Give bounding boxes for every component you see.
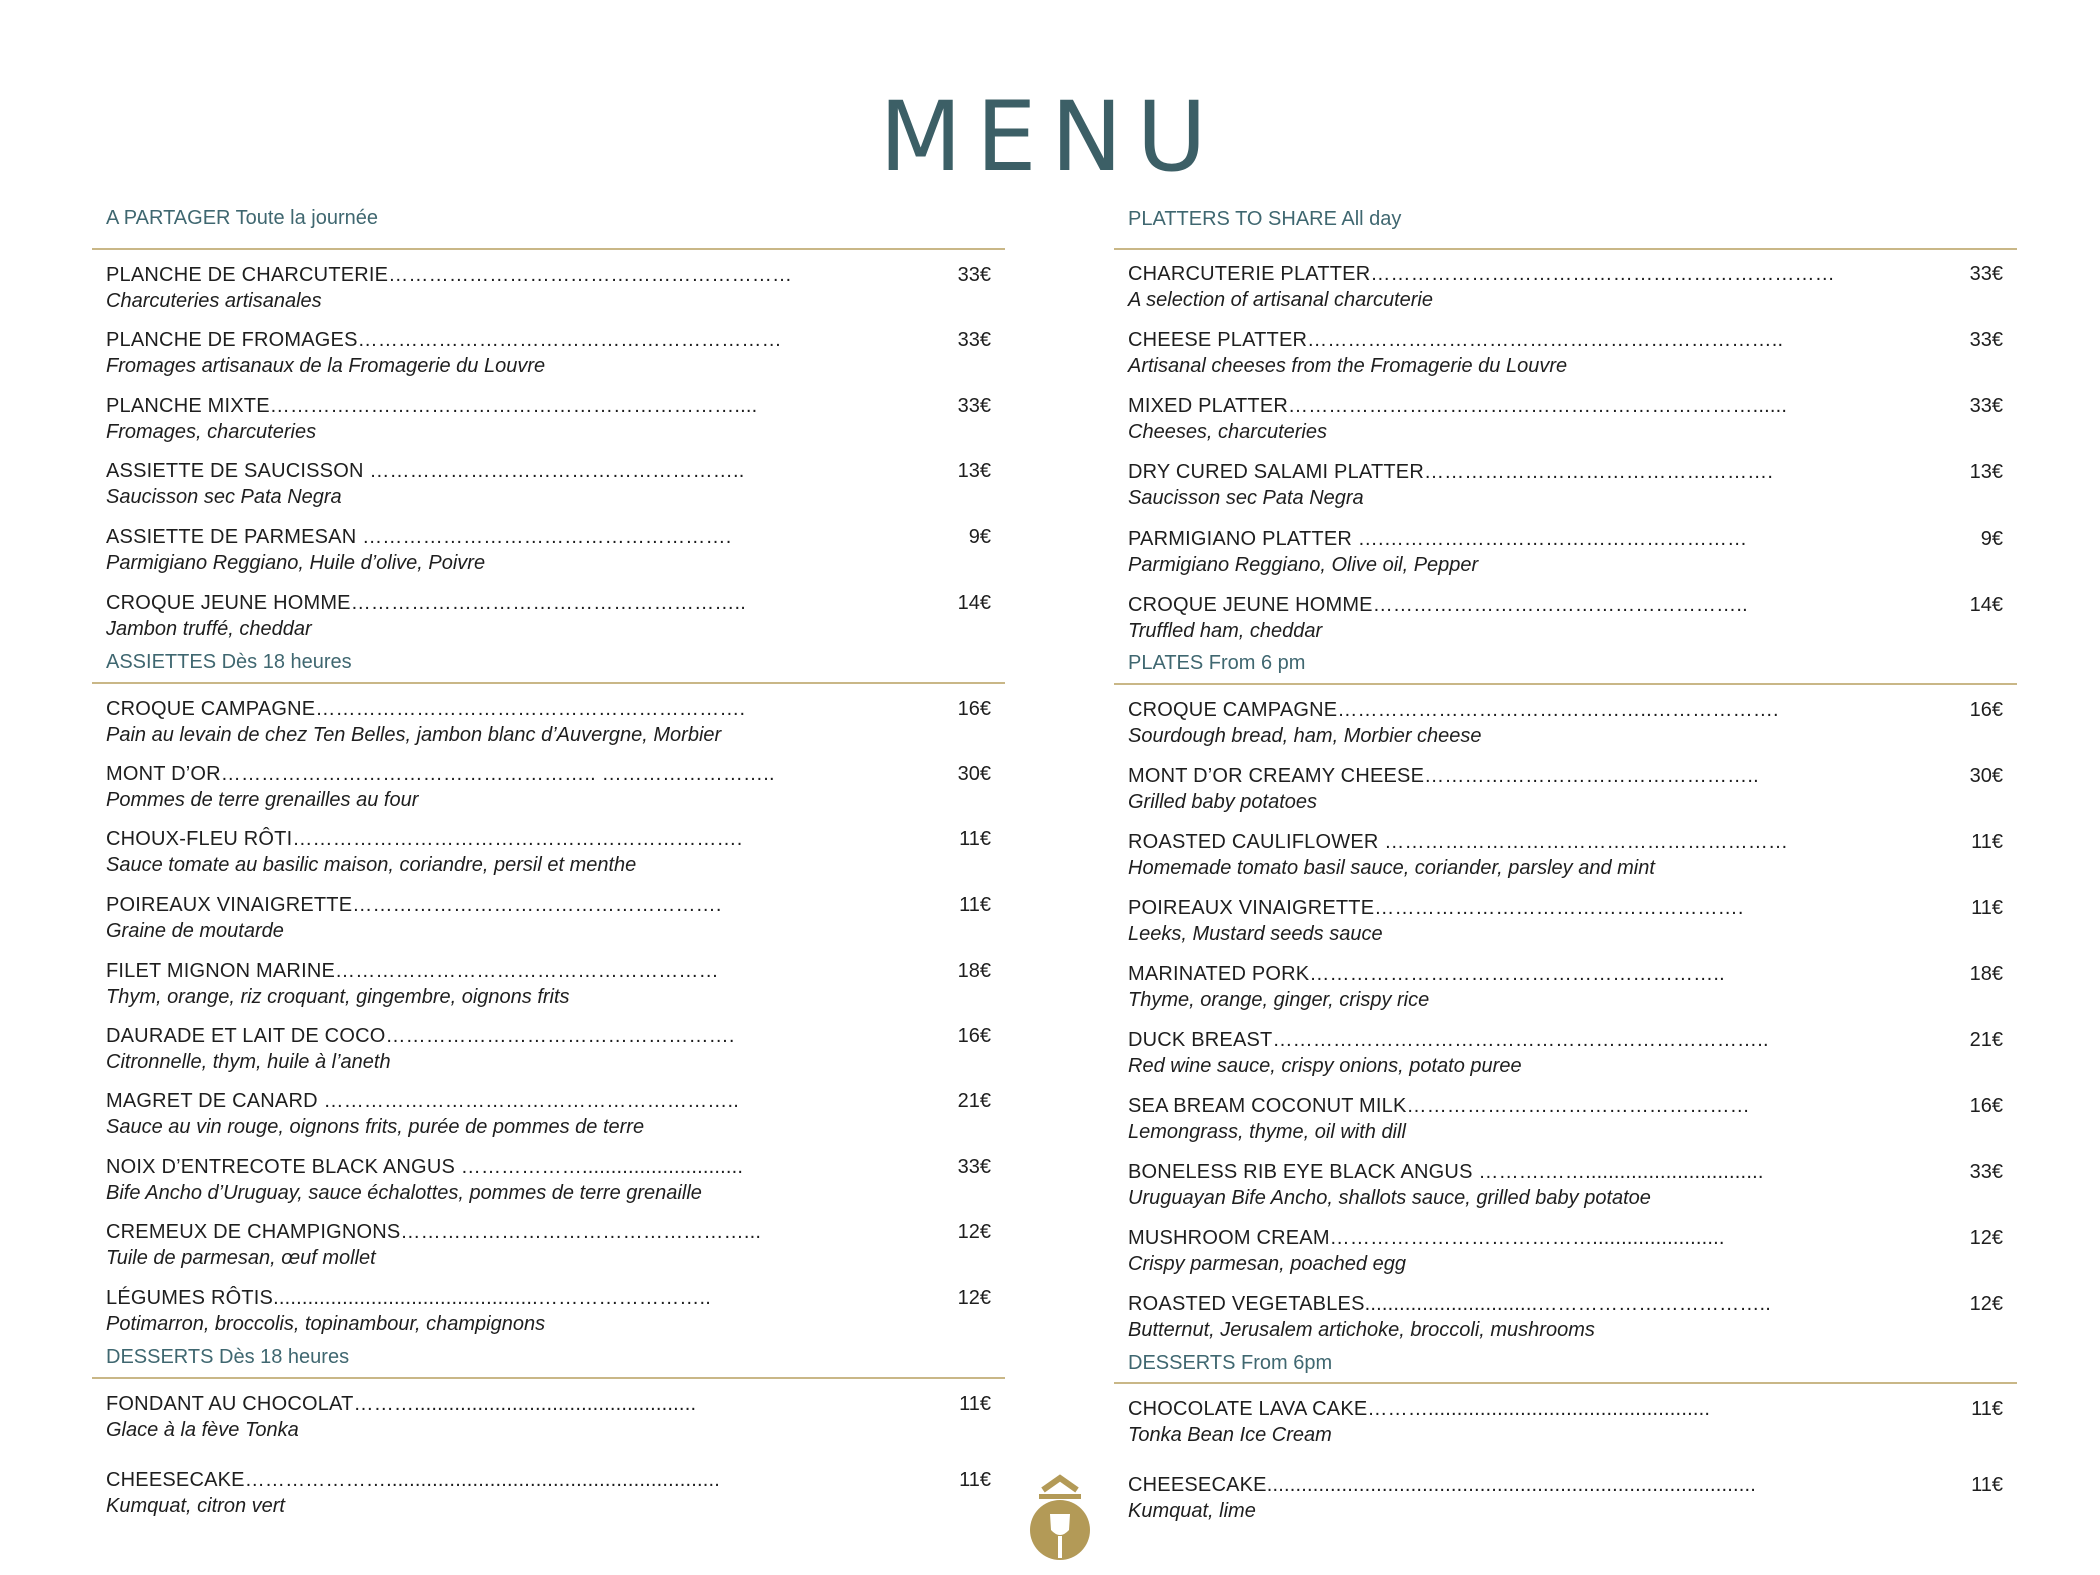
menu-item (92, 327, 1005, 389)
menu-item-name: MONT D’OR……………………………………………….. …………………….. (106, 763, 775, 785)
menu-item-price: 11€ (959, 828, 991, 850)
menu-item-price: 14€ (957, 592, 991, 614)
menu-item-price: 16€ (957, 698, 991, 720)
section-divider (1114, 683, 2017, 685)
section-divider (1114, 1382, 2017, 1384)
menu-item-price: 33€ (1969, 329, 2003, 351)
menu-item-name: CROQUE CAMPAGNE………………………………………………………. (106, 698, 746, 720)
menu-item (1114, 1159, 2017, 1221)
menu-item-description: Uruguayan Bife Ancho, shallots sauce, grilled baby potatoe (1128, 1187, 1651, 1209)
menu-item-name: LÉGUMES RÔTIS..............................................…………………….. (106, 1287, 711, 1309)
menu-item (92, 1023, 1005, 1085)
menu-item-description: Charcuteries artisanales (106, 290, 322, 312)
menu-item (1114, 1472, 2017, 1534)
menu-item-description: Saucisson sec Pata Negra (106, 486, 342, 508)
menu-item-name: CREMEUX DE CHAMPIGNONS……………………………………………... (106, 1221, 762, 1243)
menu-item-name: CHOCOLATE LAVA CAKE………................................................. (1128, 1398, 1711, 1420)
section-heading: A PARTAGER Toute la journée (106, 207, 379, 229)
menu-item-description: Graine de moutarde (106, 920, 284, 942)
menu-item-price: 33€ (1969, 1161, 2003, 1183)
menu-item-description: Kumquat, citron vert (106, 1495, 285, 1517)
menu-item (92, 458, 1005, 520)
menu-item-description: Jambon truffé, cheddar (106, 618, 312, 640)
menu-item (92, 1088, 1005, 1150)
menu-item-description: Potimarron, broccolis, topinambour, champignons (106, 1313, 546, 1335)
menu-item-description: Homemade tomato basil sauce, coriander, parsley and mint (1128, 857, 1655, 879)
menu-item-price: 33€ (957, 264, 991, 286)
menu-item-name: ROASTED CAULIFLOWER …………………………………………………… (1128, 831, 1789, 853)
menu-item (1114, 592, 2017, 654)
menu-item-description: Truffled ham, cheddar (1128, 620, 1323, 642)
menu-item-price: 33€ (957, 1156, 991, 1178)
menu-item (92, 1391, 1005, 1453)
section-heading: PLATES From 6 pm (1128, 652, 1306, 674)
menu-item-description: A selection of artisanal charcuterie (1128, 289, 1433, 311)
menu-item-name: MAGRET DE CANARD …………………………………………………….. (106, 1090, 740, 1112)
menu-item (1114, 1291, 2017, 1353)
menu-item-description: Butternut, Jerusalem artichoke, broccoli, mushrooms (1128, 1319, 1595, 1341)
menu-item-price: 33€ (1969, 395, 2003, 417)
menu-item-price: 18€ (957, 960, 991, 982)
menu-item-name: ASSIETTE DE SAUCISSON ……………………………………………….. (106, 460, 745, 482)
menu-item-name: PLANCHE DE CHARCUTERIE…………………………………………………… (106, 264, 793, 286)
menu-item-name: SEA BREAM COCONUT MILK…………………………………………… (1128, 1095, 1750, 1117)
menu-item-name: CHARCUTERIE PLATTER…………………………………………………………… (1128, 263, 1835, 285)
menu-item (92, 826, 1005, 888)
menu-item-description: Pain au levain de chez Ten Belles, jambon blanc d’Auvergne, Morbier (106, 724, 722, 746)
menu-item-name: PLANCHE DE FROMAGES……………………………………………………… (106, 329, 782, 351)
menu-item-name: NOIX D’ENTRECOTE BLACK ANGUS ………………............................ (106, 1156, 744, 1178)
menu-item-name: MARINATED PORK…………………………………………………….. (1128, 963, 1725, 985)
menu-item (1114, 829, 2017, 891)
menu-item-name: POIREAUX VINAIGRETTE………………………………………………. (1128, 897, 1744, 919)
menu-item (1114, 526, 2017, 588)
menu-item (1114, 1027, 2017, 1089)
menu-item (92, 1467, 1005, 1529)
menu-item-name: DAURADE ET LAIT DE COCO……………………………………………. (106, 1025, 735, 1047)
menu-item-name: PARMIGIANO PLATTER ….……………………………………………… (1128, 528, 1748, 550)
menu-item-name: DUCK BREAST……………………………………………………………….. (1128, 1029, 1769, 1051)
menu-item-description: Saucisson sec Pata Negra (1128, 487, 1364, 509)
menu-item-description: Tonka Bean Ice Cream (1128, 1424, 1332, 1446)
section-heading: ASSIETTES Dès 18 heures (106, 651, 352, 673)
menu-item (1114, 895, 2017, 957)
menu-item (1114, 1225, 2017, 1287)
section-divider (92, 682, 1005, 684)
menu-item-description: Sauce tomate au basilic maison, coriandre, persil et menthe (106, 854, 637, 876)
menu-item-description: Parmigiano Reggiano, Huile d’olive, Poivre (106, 552, 486, 574)
menu-item-description: Fromages artisanaux de la Fromagerie du Louvre (106, 355, 546, 377)
menu-item (1114, 459, 2017, 521)
menu-item-price: 12€ (957, 1287, 991, 1309)
menu-item-name: CHEESECAKE………………….......................................................... (106, 1469, 720, 1491)
menu-item-name: FONDANT AU CHOCOLAT………................................................. (106, 1393, 697, 1415)
menu-item-price: 30€ (957, 763, 991, 785)
menu-item-name: CROQUE JEUNE HOMME……………………………………………….. (1128, 594, 1748, 616)
menu-item-description: Glace à la fève Tonka (106, 1419, 299, 1441)
cloche-wine-glass-icon (1025, 1470, 1095, 1562)
menu-item-price: 18€ (1969, 963, 2003, 985)
menu-item (1114, 393, 2017, 455)
menu-item-description: Lemongrass, thyme, oil with dill (1128, 1121, 1406, 1143)
menu-item-price: 16€ (957, 1025, 991, 1047)
menu-item-price: 11€ (1971, 1474, 2003, 1496)
menu-item-name: MONT D’OR CREAMY CHEESE………………………………………….. (1128, 765, 1759, 787)
menu-item (92, 958, 1005, 1020)
menu-item-price: 21€ (957, 1090, 991, 1112)
menu-item (1114, 763, 2017, 825)
menu-item-name: MUSHROOM CREAM…………………………………....................... (1128, 1227, 1725, 1249)
section-heading: PLATTERS TO SHARE All day (1128, 208, 1402, 230)
menu-item-price: 13€ (957, 460, 991, 482)
section-heading: DESSERTS From 6pm (1128, 1352, 1333, 1374)
menu-item (92, 524, 1005, 586)
menu-item-price: 33€ (957, 395, 991, 417)
menu-item-description: Sourdough bread, ham, Morbier cheese (1128, 725, 1482, 747)
menu-item-description: Artisanal cheeses from the Fromagerie du Louvre (1128, 355, 1568, 377)
menu-item-description: Cheeses, charcuteries (1128, 421, 1327, 443)
menu-item-price: 13€ (1969, 461, 2003, 483)
menu-item-price: 11€ (1971, 1398, 2003, 1420)
menu-item-name: POIREAUX VINAIGRETTE………………………………………………. (106, 894, 722, 916)
menu-item (1114, 1396, 2017, 1458)
menu-item-price: 21€ (1969, 1029, 2003, 1051)
menu-item-price: 11€ (959, 894, 991, 916)
menu-item-description: Fromages, charcuteries (106, 421, 317, 443)
menu-item (1114, 961, 2017, 1023)
menu-item-name: CHOUX-FLEU RÔTI…………………………………………………………. (106, 828, 743, 850)
section-divider (92, 1377, 1005, 1379)
menu-item-name: PLANCHE MIXTE…………………………………………………………….... (106, 395, 758, 417)
menu-item-price: 11€ (959, 1469, 991, 1491)
menu-item-name: MIXED PLATTER……………………………………………………………...... (1128, 395, 1788, 417)
menu-item-description: Grilled baby potatoes (1128, 791, 1318, 813)
menu-item (92, 696, 1005, 758)
menu-item-price: 11€ (1971, 897, 2003, 919)
menu-item-name: CHEESE PLATTER…………………………………………………………….. (1128, 329, 1784, 351)
menu-item-name: CROQUE CAMPAGNE………………………………………..………………. (1128, 699, 1779, 721)
menu-item-name: CHEESECAKE..................................................................................... (1128, 1474, 1757, 1496)
menu-item-price: 30€ (1969, 765, 2003, 787)
menu-item-description: Parmigiano Reggiano, Olive oil, Pepper (1128, 554, 1479, 576)
menu-item-price: 12€ (1969, 1293, 2003, 1315)
menu-item-price: 33€ (1969, 263, 2003, 285)
menu-item (92, 393, 1005, 455)
menu-item-price: 12€ (957, 1221, 991, 1243)
menu-item-price: 11€ (1971, 831, 2003, 853)
menu-item-description: Thyme, orange, ginger, crispy rice (1128, 989, 1430, 1011)
menu-item (92, 590, 1005, 652)
menu-item-price: 9€ (1980, 528, 2003, 550)
menu-item (1114, 261, 2017, 323)
menu-item-description: Bife Ancho d’Uruguay, sauce échalottes, pommes de terre grenaille (106, 1182, 702, 1204)
menu-item-description: Citronnelle, thym, huile à l’aneth (106, 1051, 391, 1073)
menu-item (92, 761, 1005, 823)
menu-item (1114, 327, 2017, 389)
menu-item (92, 892, 1005, 954)
section-divider (1114, 248, 2017, 250)
menu-item-price: 12€ (1969, 1227, 2003, 1249)
menu-item-description: Thym, orange, riz croquant, gingembre, oignons frits (106, 986, 570, 1008)
menu-item-description: Kumquat, lime (1128, 1500, 1256, 1522)
menu-item (1114, 1093, 2017, 1155)
menu-item-description: Sauce au vin rouge, oignons frits, purée de pommes de terre (106, 1116, 645, 1138)
menu-item-price: 16€ (1969, 699, 2003, 721)
menu-item-description: Red wine sauce, crispy onions, potato puree (1128, 1055, 1522, 1077)
menu-item-name: ASSIETTE DE PARMESAN ………………………………………………. (106, 526, 732, 548)
menu-item-description: Leeks, Mustard seeds sauce (1128, 923, 1383, 945)
menu-item-name: BONELESS RIB EYE BLACK ANGUS ……….……............................... (1128, 1161, 1764, 1183)
menu-item-name: CROQUE JEUNE HOMME………………………………………………….. (106, 592, 747, 614)
menu-item-description: Pommes de terre grenailles au four (106, 789, 419, 811)
menu-item-price: 33€ (957, 329, 991, 351)
menu-item (92, 1219, 1005, 1281)
menu-item (92, 1154, 1005, 1216)
menu-item-description: Tuile de parmesan, œuf mollet (106, 1247, 376, 1269)
menu-item-description: Crispy parmesan, poached egg (1128, 1253, 1406, 1275)
menu-item-name: ROASTED VEGETABLES..............................…………………………….. (1128, 1293, 1772, 1315)
page-title: MENU (879, 81, 1221, 193)
menu-item (92, 262, 1005, 324)
menu-item-name: DRY CURED SALAMI PLATTER……………………………………………. (1128, 461, 1774, 483)
menu-item (1114, 697, 2017, 759)
menu-item-price: 11€ (959, 1393, 991, 1415)
section-heading: DESSERTS Dès 18 heures (106, 1346, 350, 1368)
section-divider (92, 248, 1005, 250)
menu-item (92, 1285, 1005, 1347)
menu-item-price: 16€ (1969, 1095, 2003, 1117)
menu-item-price: 14€ (1969, 594, 2003, 616)
menu-item-name: FILET MIGNON MARINE………………………………………………… (106, 960, 719, 982)
menu-item-price: 9€ (968, 526, 991, 548)
